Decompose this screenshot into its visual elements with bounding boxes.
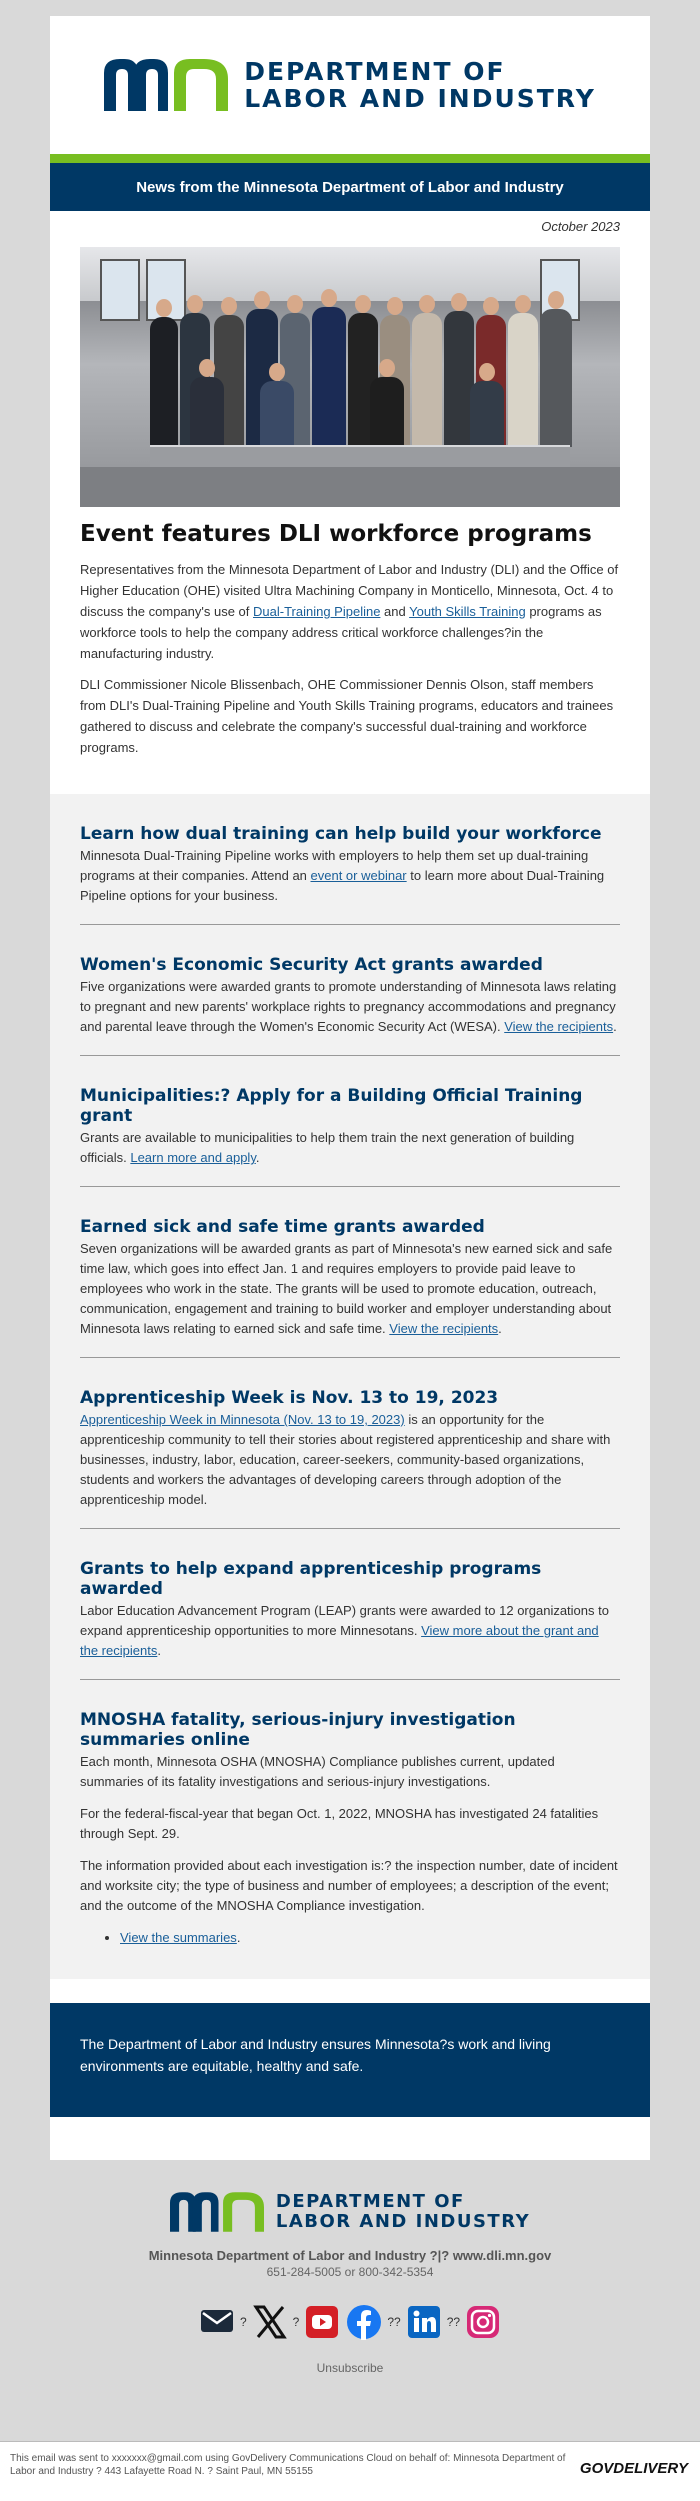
email-icon[interactable] <box>198 2303 236 2341</box>
article-text: Grants are available to municipalities to help them train the next generation of building officials. Learn more and apply. <box>80 1130 575 1165</box>
article-text: The information provided about each investigation is:? the inspection number, date of incident and worksite city; the type of business and number of employees; a description of the event; and the outcome of the MNOSHA Compliance investigation. <box>80 1858 618 1913</box>
logo-line-1: DEPARTMENT OF <box>244 57 506 86</box>
article-apprenticeship-week <box>80 1388 620 1529</box>
footer-org-line: Minnesota Department of Labor and Industry ?|? www.dli.mn.gov <box>148 2248 552 2263</box>
feature-article <box>50 519 650 758</box>
newsletter-card <box>50 16 650 2160</box>
issue-date: October 2023 <box>541 219 620 234</box>
article-title: Women's Economic Security Act grants awarded <box>80 955 543 975</box>
x-icon[interactable] <box>251 2303 289 2341</box>
learn-more-apply-link[interactable]: Learn more and apply <box>130 1150 256 1165</box>
article-mnosha-summaries <box>80 1710 620 1963</box>
footer-phone-line: 651-284-5005 or 800-342-5354 <box>266 2265 434 2279</box>
article-wesa-grants <box>80 955 620 1056</box>
article-dual-training <box>80 824 620 925</box>
article-title: Earned sick and safe time grants awarded <box>80 1217 485 1237</box>
article-leap-grants <box>80 1559 620 1680</box>
linkedin-icon[interactable] <box>405 2303 443 2341</box>
delivery-footer <box>0 2441 700 2501</box>
govdelivery-logo[interactable]: GOVDELIVERY <box>579 2460 688 2477</box>
article-text: Minnesota Dual-Training Pipeline works with employers to help them set up dual-training programs at their companies. Attend an event or webinar to learn more about Dual-Training Pipeline options for your business. <box>80 848 605 903</box>
article-sick-safe-time <box>80 1217 620 1358</box>
logo-wordmark <box>244 58 596 112</box>
footer-logo[interactable] <box>0 2192 700 2232</box>
view-summaries-link[interactable]: View the summaries <box>120 1930 237 1945</box>
mn-logo-icon <box>104 59 228 111</box>
article-text: Apprenticeship Week in Minnesota (Nov. 13 to 19, 2023) is an opportunity for the apprenticeship community to tell their stories about registered apprenticeship and share with businesses, industry, labor, education, career-seekers, community-based organizations, students and workers the advantages of developing careers through adoption of the apprenticeship model. <box>80 1412 611 1507</box>
article-title: Learn how dual training can help build your workforce <box>80 824 602 844</box>
youtube-icon[interactable] <box>303 2303 341 2341</box>
article-text: For the federal-fiscal-year that began Oct. 1, 2022, MNOSHA has investigated 24 fatalities through Sept. 29. <box>80 1806 599 1841</box>
apprenticeship-week-link[interactable]: Apprenticeship Week in Minnesota (Nov. 13 to 19, 2023) <box>80 1412 405 1427</box>
footer-wordmark <box>276 2192 530 2232</box>
logo-line-2: LABOR AND INDUSTRY <box>275 2211 531 2232</box>
facebook-icon[interactable] <box>345 2303 383 2341</box>
social-links: ? ? ?? ?? <box>0 2301 700 2343</box>
article-text: Labor Education Advancement Program (LEAP) grants were awarded to 12 organizations to expand apprenticeship opportunities to more Minnesotans. View more about the grant and the recipients. <box>80 1603 609 1658</box>
youth-skills-training-link[interactable]: Youth Skills Training <box>409 604 526 619</box>
wesa-recipients-link[interactable]: View the recipients <box>504 1019 614 1034</box>
feature-paragraph-1: Representatives from the Minnesota Department of Labor and Industry (DLI) and the Office of Higher Education (OHE) visited Ultra Machining Company in Monticello, Minnesota, Oct. 4 to discuss the company's use of Dual-Training Pipeline and Youth Skills Training programs as workforce tools to help the company address critical workforce challenges?in the manufacturing industry. <box>80 562 619 661</box>
feature-title: Event features DLI workforce programs <box>80 521 592 547</box>
unsubscribe-link[interactable]: Unsubscribe <box>316 2361 384 2375</box>
leap-recipients-link[interactable]: View more about the grant and the recipients <box>80 1623 599 1658</box>
article-title: MNOSHA fatality, serious-injury investigation summaries online <box>80 1710 516 1750</box>
list-item: • View the summaries. <box>120 1930 620 1945</box>
email-footer <box>0 2192 700 2375</box>
delivery-disclaimer: This email was sent to xxxxxxx@gmail.com using GovDelivery Communications Cloud on behalf of: Minnesota Department of Labor and Industry ? 443 Lafayette Road N. ? Saint Paul, MN 55155 <box>10 2453 566 2477</box>
feature-paragraph-2: DLI Commissioner Nicole Blissenbach, OHE Commissioner Dennis Olson, staff members from DLI's Dual-Training Pipeline and Youth Skills Training programs, educators and trainees gathered to discuss and celebrate the company's successful dual-training and workforce programs. <box>80 677 614 755</box>
dli-logo[interactable] <box>50 16 650 154</box>
mission-statement: The Department of Labor and Industry ensures Minnesota?s work and living environments are equitable, healthy and safe. <box>50 2003 650 2117</box>
dual-training-pipeline-link[interactable]: Dual-Training Pipeline <box>253 604 381 619</box>
mn-logo-icon <box>170 2192 264 2232</box>
article-title: Apprenticeship Week is Nov. 13 to 19, 2023 <box>80 1388 499 1408</box>
article-text: Five organizations were awarded grants to promote understanding of Minnesota laws relating to pregnant and new parents' workplace rights to pregnancy accommodations and pregnancy and parental leave through the Women's Economic Security Act (WESA). View the recipients. <box>80 979 617 1034</box>
article-text: Each month, Minnesota OSHA (MNOSHA) Compliance publishes current, updated summaries of its fatality investigations and serious-injury investigations. <box>80 1754 555 1789</box>
summary-link-list <box>120 1930 620 1945</box>
article-title: Grants to help expand apprenticeship programs awarded <box>80 1559 542 1599</box>
green-divider <box>50 154 650 163</box>
news-section <box>50 794 650 1979</box>
logo-line-2: LABOR AND INDUSTRY <box>244 84 596 113</box>
article-title: Municipalities:? Apply for a Building Official Training grant <box>80 1086 583 1126</box>
group-photo <box>80 247 620 507</box>
article-building-official <box>80 1086 620 1187</box>
article-text: Seven organizations will be awarded grants as part of Minnesota's new earned sick and safe time law, which goes into effect Jan. 1 and requires employers to provide paid leave to employees who work in the state. The grants will be used to promote education, outreach, communication, engagement and training to build worker and employer understanding about Minnesota laws relating to earned sick and safe time. View the recipients. <box>80 1241 613 1336</box>
newsletter-banner: News from the Minnesota Department of Labor and Industry <box>50 163 650 211</box>
logo-line-1: DEPARTMENT OF <box>275 2191 465 2212</box>
event-or-webinar-link[interactable]: event or webinar <box>310 868 407 883</box>
esst-recipients-link[interactable]: View the recipients <box>389 1321 499 1336</box>
instagram-icon[interactable] <box>464 2303 502 2341</box>
